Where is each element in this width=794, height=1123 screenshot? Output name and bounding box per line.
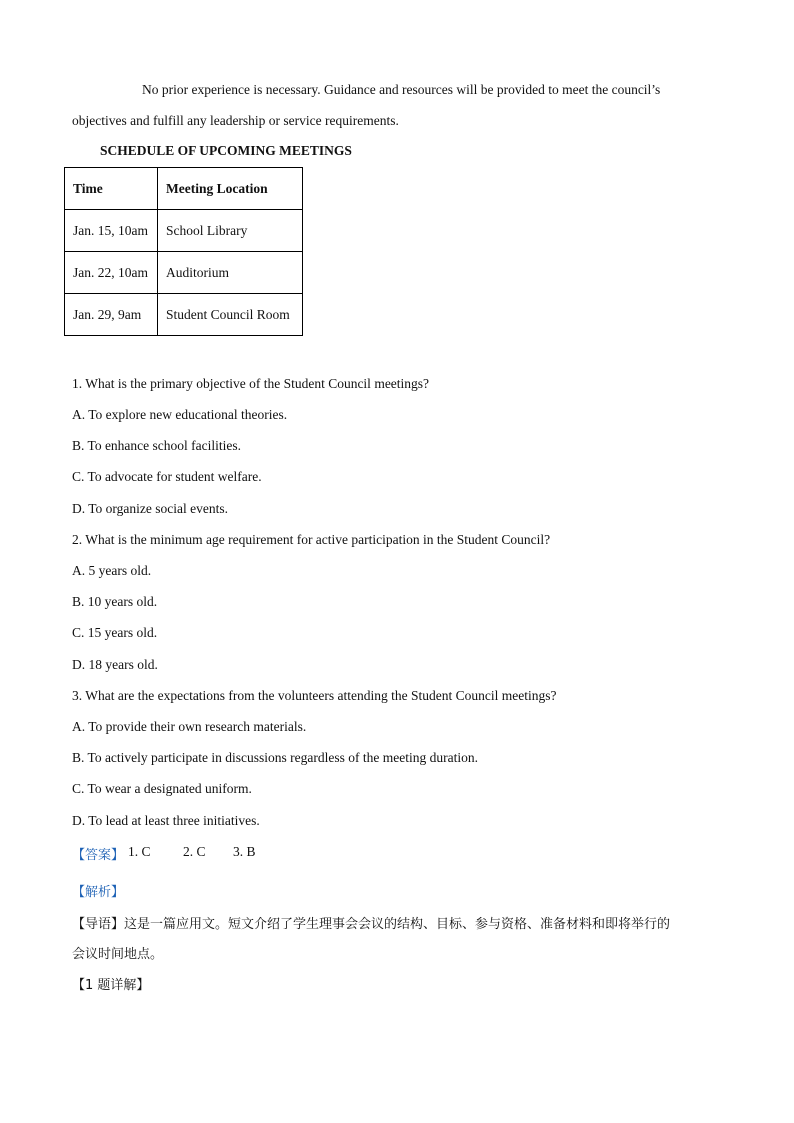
time-cell: Jan. 29, 9am (65, 294, 158, 336)
question-2-option-b: B. 10 years old. (72, 594, 158, 609)
schedule-table (64, 167, 303, 336)
schedule-heading: SCHEDULE OF UPCOMING MEETINGS (100, 143, 352, 158)
location-cell: School Library (158, 210, 303, 252)
analysis-label: 【解析】 (72, 885, 125, 900)
question-2-option-a: A. 5 years old. (72, 563, 152, 578)
table-row (65, 210, 303, 252)
time-header: Time (65, 168, 158, 210)
location-cell: Student Council Room (158, 294, 303, 336)
time-cell: Jan. 15, 10am (65, 210, 158, 252)
question-2-option-c: C. 15 years old. (72, 625, 158, 640)
table-row (65, 252, 303, 294)
table-row (65, 294, 303, 336)
question-1-option-d: D. To organize social events. (72, 501, 229, 516)
question-2-stem: 2. What is the minimum age requirement for active participation in the Student Council? (72, 532, 551, 547)
answer-1: 1. C (128, 844, 151, 859)
guide-text-1: 这是一篇应用文。短文介绍了学生理事会会议的结构、目标、参与资格、准备材料和即将举行的 (124, 917, 671, 932)
answer-2: 2. C (183, 844, 206, 859)
question-2-option-d: D. 18 years old. (72, 657, 158, 672)
location-header: Meeting Location (158, 168, 303, 210)
question-1-detail-label: 【1 题详解】 (72, 978, 150, 993)
intro-line-2: objectives and fulfill any leadership or service requirements. (72, 113, 399, 128)
answer-label: 【答案】 (72, 848, 125, 863)
answer-3: 3. B (233, 844, 256, 859)
guide-paragraph-line-2: 会议时间地点。 (72, 947, 164, 962)
question-1-stem: 1. What is the primary objective of the Student Council meetings? (72, 376, 430, 391)
question-3-option-a: A. To provide their own research materials. (72, 719, 307, 734)
question-3-option-c: C. To wear a designated uniform. (72, 781, 252, 796)
question-3-option-d: D. To lead at least three initiatives. (72, 813, 260, 828)
location-cell: Auditorium (158, 252, 303, 294)
question-3-option-b: B. To actively participate in discussions regardless of the meeting duration. (72, 750, 478, 765)
question-1-option-c: C. To advocate for student welfare. (72, 469, 262, 484)
table-header-row (65, 168, 303, 210)
guide-label: 【导语】 (72, 917, 125, 932)
question-3-stem: 3. What are the expectations from the volunteers attending the Student Council meetings? (72, 688, 557, 703)
guide-paragraph-line-1 (72, 917, 670, 933)
time-cell: Jan. 22, 10am (65, 252, 158, 294)
intro-line-1: No prior experience is necessary. Guidance and resources will be provided to meet the council’s (142, 82, 661, 97)
question-1-option-b: B. To enhance school facilities. (72, 438, 242, 453)
question-1-option-a: A. To explore new educational theories. (72, 407, 288, 422)
